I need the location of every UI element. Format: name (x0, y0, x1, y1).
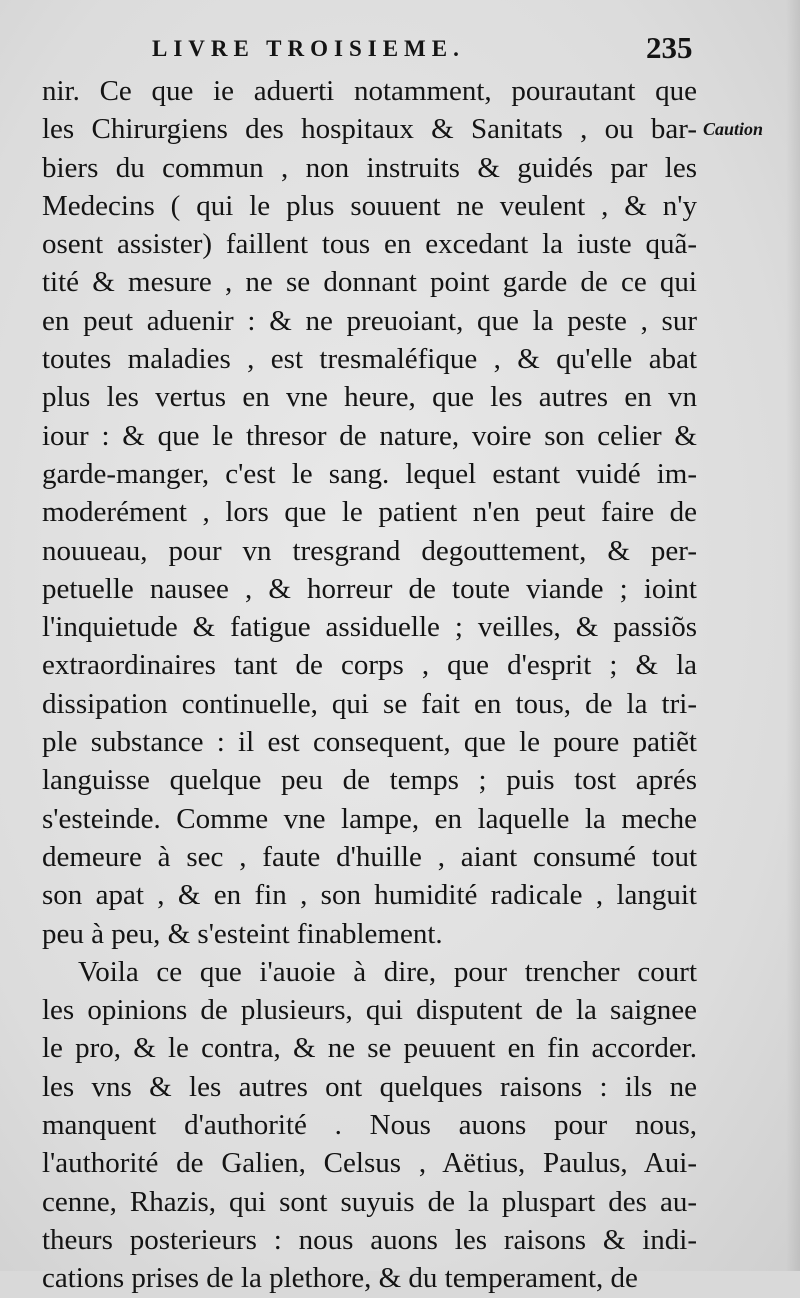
page-number: 235 (646, 30, 693, 65)
text-line: ple substance : il est consequent, que le poure patiẽt (42, 726, 697, 759)
text-line: nir. Ce que ie aduerti notamment, pourautant que (42, 75, 697, 107)
margin-note: Caution (703, 119, 764, 139)
page-edge-shadow (786, 0, 800, 1271)
body-text (42, 72, 697, 1298)
text-line: s'esteinde. Comme vne lampe, en laquelle la meche (42, 802, 697, 835)
text-line: manquent d'authorité . Nous auons pour nous, (42, 1109, 697, 1142)
text-line: plus les vertus en vne heure, que les autres en vn (42, 381, 697, 414)
text-line: en peut aduenir : & ne preuoiant, que la peste , sur (42, 304, 697, 337)
text-line: tité & mesure , ne se donnant point garde de ce qui (42, 266, 697, 299)
text-line: les opinions de plusieurs, qui disputent de la saignee (42, 994, 697, 1027)
text-line: peu à peu, & s'esteint finablement. (42, 917, 443, 950)
text-line: les vns & les autres ont quelques raisons : ils ne (42, 1070, 697, 1103)
page-header (0, 30, 800, 74)
text-line: nouueau, pour vn tresgrand degouttement, & per- (42, 534, 697, 567)
text-line: osent assister) faillent tous en excedant la iuste quã- (42, 228, 697, 261)
text-line: garde-manger, c'est le sang. lequel estant vuidé im- (42, 457, 697, 490)
text-line: moderément , lors que le patient n'en peut faire de (42, 496, 697, 529)
running-head: LIVRE TROISIEME. (152, 36, 465, 61)
text-line: demeure à sec , faute d'huille , aiant consumé tout (42, 840, 697, 873)
text-line: les Chirurgiens des hospitaux & Sanitats , ou bar- (42, 113, 697, 146)
text-line: dissipation continuelle, qui se fait en tous, de la tri- (42, 687, 697, 720)
paragraph (42, 953, 697, 1298)
text-line: cations prises de la plethore, & du temperament, de (42, 1262, 638, 1295)
text-line: biers du commun , non instruits & guidés par les (42, 151, 697, 184)
text-line: theurs posterieurs : nous auons les raisons & indi- (42, 1223, 697, 1256)
text-line: l'authorité de Galien, Celsus , Aëtius, Paulus, Aui- (42, 1147, 697, 1180)
text-line: le pro, & le contra, & ne se peuuent en fin accorder. (42, 1032, 697, 1065)
text-line: cenne, Rhazis, qui sont suyuis de la pluspart des au- (42, 1185, 697, 1218)
text-line: Voila ce que i'auoie à dire, pour trencher court (78, 955, 697, 988)
text-line: l'inquietude & fatigue assiduelle ; veilles, & passiõs (42, 611, 697, 644)
paragraph (42, 72, 697, 953)
text-line: Medecins ( qui le plus souuent ne veulent , & n'y (42, 189, 697, 222)
text-line: languisse quelque peu de temps ; puis tost aprés (42, 764, 697, 797)
text-line: iour : & que le thresor de nature, voire son celier & (42, 419, 697, 452)
text-line: toutes maladies , est tresmaléfique , & qu'elle abat (42, 343, 697, 376)
text-line: petuelle nausee , & horreur de toute viande ; ioint (42, 572, 697, 605)
text-line: son apat , & en fin , son humidité radicale , languit (42, 879, 697, 912)
text-line: extraordinaires tant de corps , que d'esprit ; & la (42, 649, 697, 682)
